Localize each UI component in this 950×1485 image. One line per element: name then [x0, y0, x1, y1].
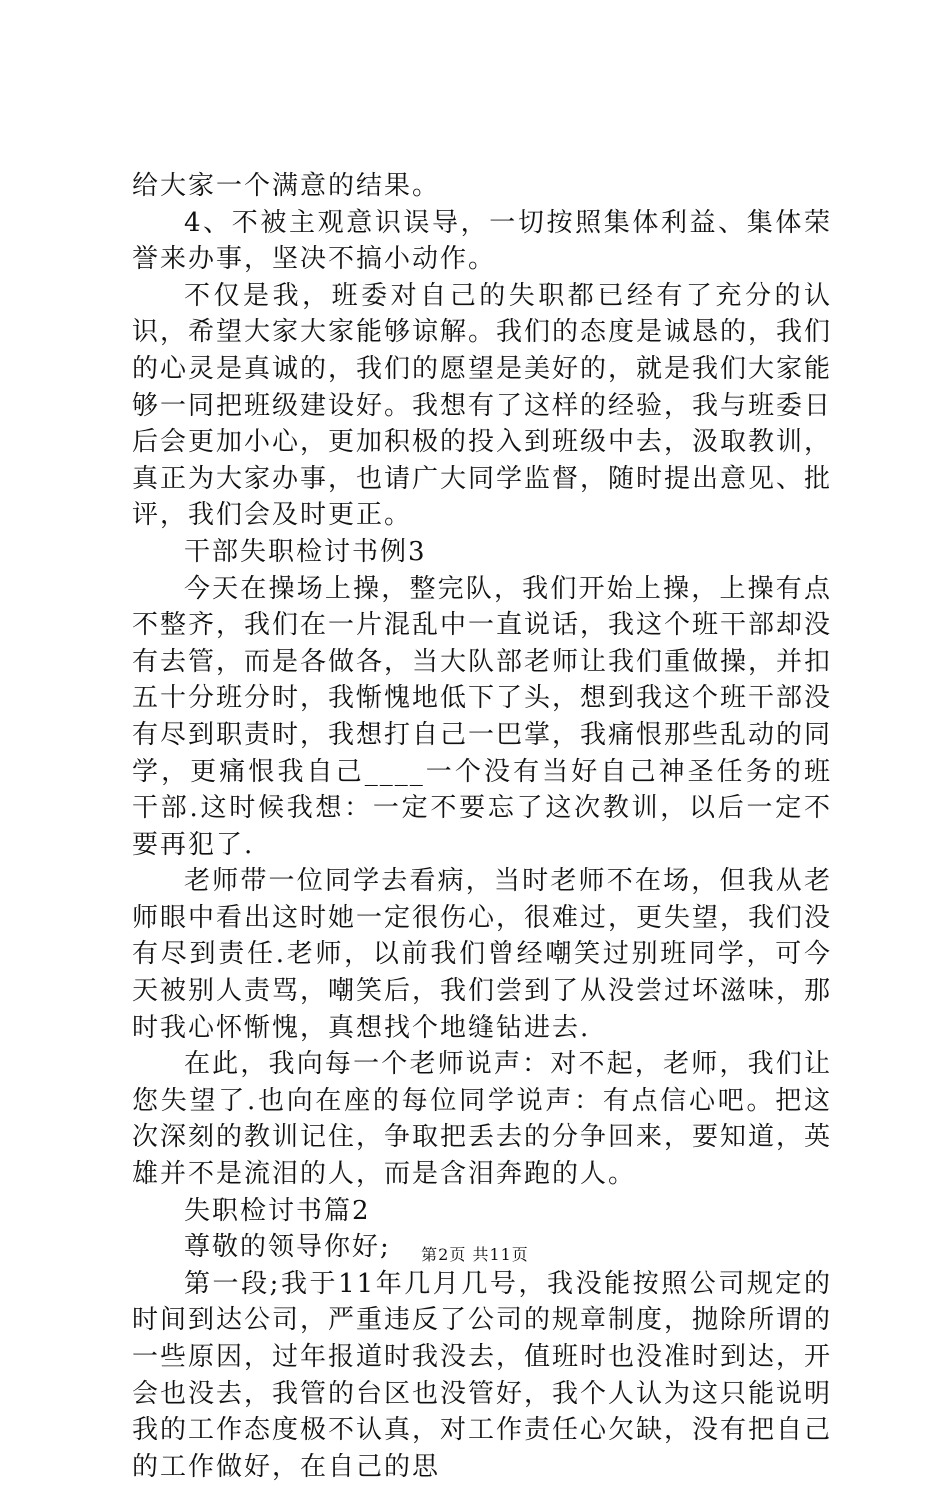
section-heading: 失职检讨书篇2	[184, 1195, 371, 1226]
paragraph: 4、不被主观意识误导，一切按照集体利益、集体荣誉来办事，坚决不搞小动作。	[132, 207, 832, 275]
salutation: 尊敬的领导你好;	[184, 1232, 391, 1263]
paragraph: 今天在操场上操，整完队，我们开始上操，上操有点不整齐，我们在一片混乱中一直说话，我这个班干部却没有去管，而是各做各，当大队部老师让我们重做操，并扣五十分班分时，我惭愧地低下了头，想到我这个班干部没有尽到职责时，我想打自己一巴掌，我痛恨那些乱动的同学，更痛恨我自己____一个没有当好自己神圣任务的班干部.这时候我想：一定不要忘了这次教训，以后一定不要再犯了.	[132, 573, 833, 860]
section-heading: 干部失职检讨书例3	[184, 536, 427, 567]
paragraph: 给大家一个满意的结果。	[132, 171, 441, 201]
document-body	[132, 168, 832, 1485]
paragraph: 不仅是我，班委对自己的失职都已经有了充分的认识，希望大家大家能够谅解。我们的态度是诚恳的，我们的心灵是真诚的，我们的愿望是美好的，就是我们大家能够一同把班级建设好。我想有了这样的经验，我与班委日后会更加小心，更加积极的投入到班级中去，汲取教训，真正为大家办事，也请广大同学监督，随时提出意见、批评，我们会及时更正。	[132, 280, 833, 531]
paragraph: 第一段;我于11年几月几号，我没能按照公司规定的时间到达公司，严重违反了公司的规章制度，抛除所谓的一些原因，过年报道时我没去，值班时也没准时到达，开会也没去，我管的台区也没管好，我个人认为这只能说明我的工作态度极不认真，对工作责任心欠缺，没有把自己的工作做好，在自己的思	[132, 1268, 833, 1482]
page-footer: 第2页 共11页	[421, 1245, 529, 1264]
paragraph: 在此，我向每一个老师说声：对不起，老师，我们让您失望了.也向在座的每位同学说声：有点信心吧。把这次深刻的教训记住，争取把丢去的分争回来，要知道，英雄并不是流泪的人，而是含泪奔跑的人。	[132, 1049, 833, 1190]
paragraph: 老师带一位同学去看病，当时老师不在场，但我从老师眼中看出这时她一定很伤心，很难过，更失望，我们没有尽到责任.老师，以前我们曾经嘲笑过别班同学，可今天被别人责骂，嘲笑后，我们尝到了从没尝过坏滋味，那时我心怀惭愧，真想找个地缝钻进去.	[132, 866, 833, 1043]
